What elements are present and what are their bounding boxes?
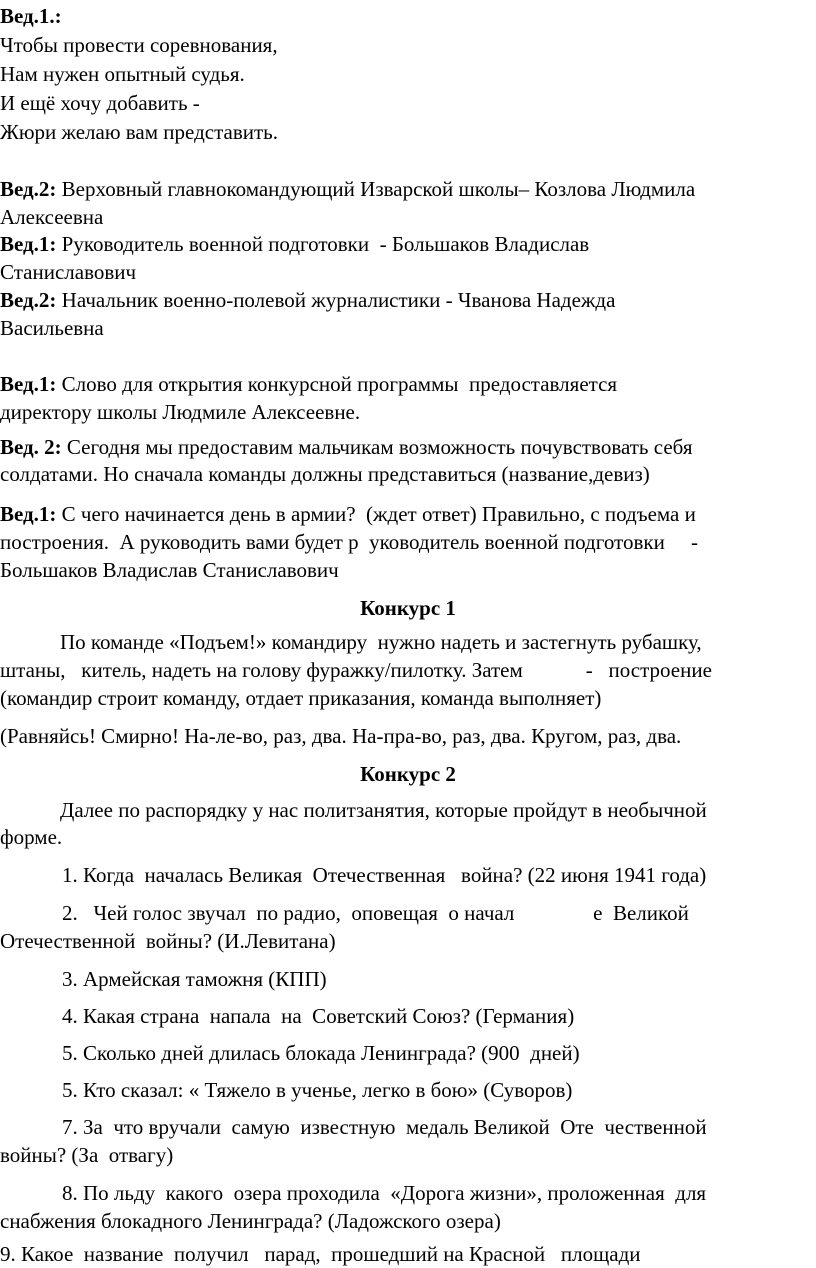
jury-text: Верховный главнокомандующий Изварской школы– Козлова Людмила	[56, 177, 696, 201]
jury-entry	[0, 230, 589, 259]
poem-line: И ещё хочу добавить -	[0, 91, 200, 115]
dialogue-text-cont: Большаков Владислав Станиславович	[0, 558, 339, 582]
dialogue-text: Слово для открытия конкурсной программы предоставляется	[56, 372, 618, 396]
jury-entry	[0, 286, 615, 315]
speaker-label: Вед. 2:	[0, 435, 62, 459]
dialogue-entry	[0, 370, 617, 399]
question-item: 5. Кто сказал: « Тяжело в ученье, легко в бою» (Суворов)	[62, 1078, 573, 1102]
question-item: 1. Когда началась Великая Отечественная война? (22 июня 1941 года)	[62, 863, 707, 887]
speaker-label: Вед.1:	[0, 232, 57, 256]
dialogue-text-cont: построения. А руководить вами будет р уководитель военной подготовки -	[0, 530, 699, 554]
poem-line: Чтобы провести соревнования,	[0, 33, 278, 57]
jury-entry	[0, 175, 695, 204]
dialogue-entry	[0, 433, 692, 462]
question-item: 4. Какая страна напала на Советский Союз? (Германия)	[62, 1004, 575, 1028]
paragraph-line: Далее по распорядку у нас политзанятия, которые пройдут в необычной	[60, 798, 707, 822]
commands-line: (Равняйсь! Смирно! На-ле-во, раз, два. На-пра-во, раз, два. Кругом, раз, два.	[0, 724, 682, 748]
question-item-cont: снабжения блокадного Ленинграда? (Ладожского озера)	[0, 1209, 501, 1233]
jury-text: Начальник военно-полевой журналистики - Чванова Надежда	[56, 288, 616, 312]
speaker-label: Вед.2:	[0, 177, 57, 201]
question-item: 5. Сколько дней длилась блокада Ленинграда? (900 дней)	[62, 1041, 580, 1065]
question-item: 9. Какое название получил парад, прошедший на Красной площади	[0, 1242, 641, 1266]
jury-text-cont: Васильевна	[0, 316, 104, 340]
dialogue-text-cont: директору школы Людмиле Алексеевне.	[0, 400, 361, 424]
paragraph-line: штаны, китель, надеть на голову фуражку/пилотку. Затем - построение	[0, 658, 712, 682]
speaker-label: Вед.1.:	[0, 4, 62, 28]
jury-text: Руководитель военной подготовки - Большаков Владислав	[56, 232, 590, 256]
question-item-cont: Отечественной войны? (И.Левитана)	[0, 929, 336, 953]
section-heading: Конкурс 2	[360, 762, 456, 786]
section-heading: Конкурс 1	[360, 596, 456, 620]
question-item: 8. По льду какого озера проходила «Дорога жизни», проложенная для	[62, 1181, 707, 1205]
paragraph-line: форме.	[0, 825, 63, 849]
question-item: 2. Чей голос звучал по радио, оповещая о начал е Великой	[62, 901, 689, 925]
question-item: 3. Армейская таможня (КПП)	[62, 967, 327, 991]
dialogue-text-cont: солдатами. Но сначала команды должны представиться (название,девиз)	[0, 462, 650, 486]
paragraph-line: По команде «Подъем!» командиру нужно надеть и застегнуть рубашку,	[60, 630, 702, 654]
dialogue-text: С чего начинается день в армии? (ждет ответ) Правильно, с подъема и	[56, 502, 696, 526]
question-item: 7. За что вручали самую известную медаль Великой Оте чественной	[62, 1115, 707, 1139]
dialogue-text: Сегодня мы предоставим мальчикам возможность почувствовать себя	[61, 435, 693, 459]
jury-text-cont: Станиславович	[0, 260, 137, 284]
question-item-cont: войны? (За отвагу)	[0, 1143, 174, 1167]
speaker-label: Вед.1:	[0, 372, 57, 396]
speaker-label: Вед.2:	[0, 288, 57, 312]
speaker-label: Вед.1:	[0, 502, 57, 526]
poem-line: Жюри желаю вам представить.	[0, 120, 278, 144]
poem-line: Нам нужен опытный судья.	[0, 62, 245, 86]
paragraph-line: (командир строит команду, отдает приказания, команда выполняет)	[0, 686, 602, 710]
jury-text-cont: Алексеевна	[0, 205, 104, 229]
dialogue-entry	[0, 500, 696, 529]
